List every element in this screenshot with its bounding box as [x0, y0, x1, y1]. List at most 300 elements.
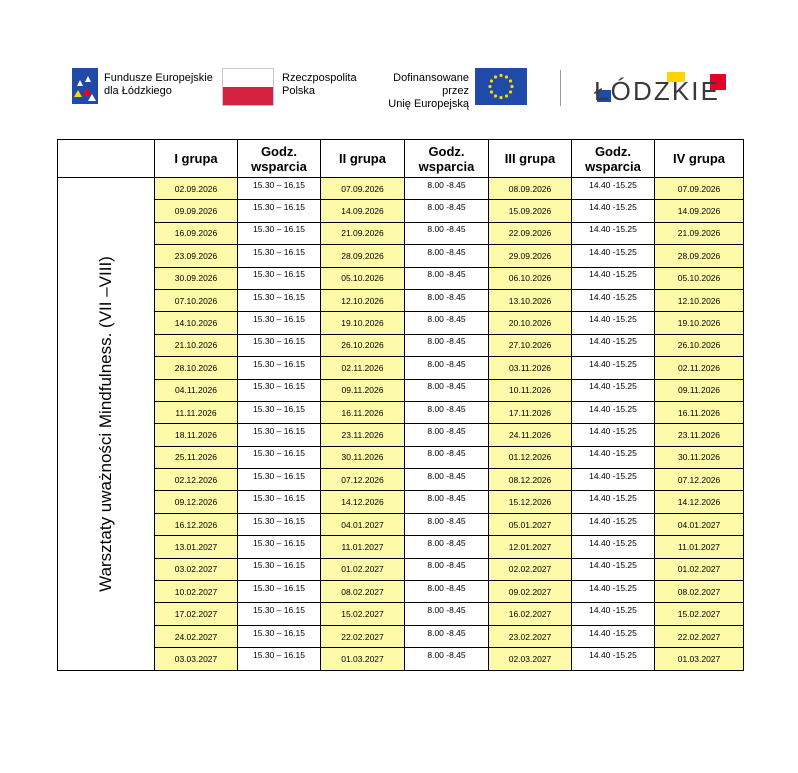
date-value: 09.09.2026 [174, 206, 218, 217]
date-value: 21.09.2026 [341, 228, 384, 239]
date-cell [155, 603, 238, 625]
date-value: 09.12.2026 [174, 497, 218, 508]
date-value: 20.10.2026 [508, 318, 552, 329]
date-value: 14.09.2026 [677, 206, 721, 217]
table-row [58, 200, 744, 222]
date-value: 25.11.2026 [175, 452, 217, 463]
time-value: 8.00 -8.45 [427, 649, 466, 660]
header-group-1: I grupa [155, 140, 238, 178]
time-value: 8.00 -8.45 [427, 381, 466, 392]
table-row [58, 581, 744, 603]
date-value: 14.12.2026 [677, 497, 721, 508]
rp-logo-text [282, 72, 357, 98]
table-row [58, 625, 744, 647]
date-cell [655, 469, 744, 491]
date-value: 03.02.2027 [174, 564, 218, 575]
date-cell [155, 424, 238, 446]
corner-cell [58, 140, 155, 178]
time-cell [238, 491, 321, 513]
date-cell [155, 200, 238, 222]
time-value: 8.00 -8.45 [427, 179, 466, 190]
date-cell [155, 245, 238, 267]
time-value: 15.30 – 16.15 [253, 358, 305, 369]
time-value: 8.00 -8.45 [427, 358, 466, 369]
time-value: 14.40 -15.25 [589, 470, 637, 481]
date-value: 07.09.2026 [677, 183, 721, 194]
time-value: 14.40 -15.25 [589, 336, 637, 347]
date-value: 23.11.2026 [678, 429, 720, 440]
date-value: 15.09.2026 [508, 206, 552, 217]
time-value: 15.30 – 16.15 [253, 291, 305, 302]
time-value: 14.40 -15.25 [589, 448, 637, 459]
time-value: 14.40 -15.25 [589, 515, 637, 526]
date-value: 09.02.2027 [508, 586, 552, 597]
date-value: 03.11.2026 [509, 362, 551, 373]
date-cell [321, 312, 405, 334]
date-cell [489, 289, 572, 311]
time-value: 14.40 -15.25 [589, 605, 637, 616]
date-value: 11.11.2026 [175, 407, 217, 418]
table-row [58, 446, 744, 468]
date-cell [489, 424, 572, 446]
date-value: 01.12.2026 [508, 452, 552, 463]
time-value: 14.40 -15.25 [589, 358, 637, 369]
fe-line1: Fundusze Europejskie [104, 72, 213, 84]
eu-star-icon [499, 96, 502, 99]
date-cell [655, 491, 744, 513]
time-cell [238, 648, 321, 670]
date-value: 14.12.2026 [341, 497, 384, 508]
date-value: 30.09.2026 [174, 273, 218, 284]
date-cell [321, 379, 405, 401]
date-value: 03.03.2027 [174, 653, 218, 664]
date-cell [321, 289, 405, 311]
time-cell [238, 312, 321, 334]
date-value: 12.01.2027 [508, 541, 552, 552]
date-cell [321, 357, 405, 379]
date-cell [321, 446, 405, 468]
date-value: 28.10.2026 [174, 362, 218, 373]
time-cell [572, 469, 655, 491]
time-cell [405, 357, 489, 379]
time-cell [572, 491, 655, 513]
time-cell [238, 513, 321, 535]
time-cell [572, 200, 655, 222]
date-cell [321, 603, 405, 625]
date-value: 07.09.2026 [341, 183, 384, 194]
date-value: 04.01.2027 [677, 519, 721, 530]
time-cell [572, 312, 655, 334]
time-cell [405, 424, 489, 446]
date-value: 17.11.2026 [509, 407, 551, 418]
date-cell [321, 245, 405, 267]
table-row [58, 558, 744, 580]
table-row [58, 603, 744, 625]
time-cell [238, 625, 321, 647]
header-hours-3: Godz. wsparcia [572, 140, 655, 178]
date-cell [655, 379, 744, 401]
date-value: 21.09.2026 [677, 228, 721, 239]
time-cell [572, 424, 655, 446]
date-value: 15.02.2027 [341, 609, 384, 620]
date-cell [489, 491, 572, 513]
time-value: 15.30 – 16.15 [253, 537, 305, 548]
date-value: 30.11.2026 [678, 452, 720, 463]
date-cell [489, 536, 572, 558]
date-value: 26.10.2026 [677, 340, 721, 351]
date-value: 19.10.2026 [341, 318, 384, 329]
time-value: 8.00 -8.45 [427, 314, 466, 325]
date-value: 02.02.2027 [508, 564, 552, 575]
time-cell [572, 267, 655, 289]
time-cell [572, 289, 655, 311]
time-value: 14.40 -15.25 [589, 582, 637, 593]
date-value: 15.12.2026 [508, 497, 552, 508]
time-cell [405, 513, 489, 535]
time-value: 8.00 -8.45 [427, 202, 466, 213]
time-cell [572, 222, 655, 244]
time-value: 15.30 – 16.15 [253, 224, 305, 235]
time-value: 15.30 – 16.15 [253, 560, 305, 571]
time-cell [572, 334, 655, 356]
fe-line2: dla Łódzkiego [104, 85, 172, 97]
date-value: 24.02.2027 [174, 631, 218, 642]
date-cell [655, 401, 744, 423]
date-cell [489, 446, 572, 468]
table-row [58, 222, 744, 244]
date-cell [155, 536, 238, 558]
date-value: 08.02.2027 [341, 586, 384, 597]
time-cell [405, 312, 489, 334]
time-value: 15.30 – 16.15 [253, 470, 305, 481]
date-cell [155, 334, 238, 356]
time-cell [238, 603, 321, 625]
date-value: 02.03.2027 [508, 653, 552, 664]
date-cell [321, 491, 405, 513]
time-value: 14.40 -15.25 [589, 425, 637, 436]
date-cell [155, 379, 238, 401]
date-cell [655, 513, 744, 535]
time-cell [238, 536, 321, 558]
time-cell [572, 401, 655, 423]
date-cell [155, 469, 238, 491]
date-cell [655, 312, 744, 334]
fe-logo-text [104, 72, 213, 98]
date-value: 02.09.2026 [174, 183, 218, 194]
date-value: 05.10.2026 [677, 273, 721, 284]
time-cell [405, 536, 489, 558]
time-value: 8.00 -8.45 [427, 470, 466, 481]
time-value: 14.40 -15.25 [589, 314, 637, 325]
time-value: 8.00 -8.45 [427, 515, 466, 526]
time-cell [405, 581, 489, 603]
eu-line1: Dofinansowane przez [393, 72, 469, 97]
time-value: 8.00 -8.45 [427, 560, 466, 571]
date-value: 02.12.2026 [174, 474, 218, 485]
time-value: 8.00 -8.45 [427, 291, 466, 302]
date-value: 23.02.2027 [508, 631, 552, 642]
header-hours-2: Godz. wsparcia [405, 140, 489, 178]
table-row [58, 379, 744, 401]
date-value: 22.02.2027 [341, 631, 384, 642]
time-cell [405, 200, 489, 222]
date-cell [655, 245, 744, 267]
date-value: 16.09.2026 [174, 228, 218, 239]
date-cell [155, 357, 238, 379]
table-row [58, 536, 744, 558]
date-value: 01.03.2027 [341, 653, 384, 664]
time-cell [405, 401, 489, 423]
date-cell [321, 625, 405, 647]
eu-star-icon [509, 90, 512, 93]
date-cell [155, 401, 238, 423]
time-cell [405, 334, 489, 356]
time-value: 14.40 -15.25 [589, 179, 637, 190]
date-cell [155, 267, 238, 289]
time-value: 8.00 -8.45 [427, 425, 466, 436]
date-cell [489, 222, 572, 244]
date-value: 01.02.2027 [341, 564, 384, 575]
date-cell [489, 245, 572, 267]
time-cell [572, 513, 655, 535]
time-value: 8.00 -8.45 [427, 493, 466, 504]
eu-star-icon [488, 85, 491, 88]
date-cell [489, 648, 572, 670]
date-cell [155, 178, 238, 200]
header-hours-1: Godz. wsparcia [238, 140, 321, 178]
date-cell [321, 222, 405, 244]
table-row [58, 245, 744, 267]
date-cell [655, 424, 744, 446]
eu-star-icon [509, 79, 512, 82]
time-value: 15.30 – 16.15 [253, 605, 305, 616]
time-cell [238, 267, 321, 289]
time-cell [405, 178, 489, 200]
table-row [58, 424, 744, 446]
time-cell [572, 625, 655, 647]
time-value: 14.40 -15.25 [589, 381, 637, 392]
time-value: 15.30 – 16.15 [253, 649, 305, 660]
time-value: 8.00 -8.45 [427, 246, 466, 257]
time-cell [405, 245, 489, 267]
table-row [58, 357, 744, 379]
date-cell [321, 424, 405, 446]
header-row [58, 140, 744, 178]
date-cell [655, 558, 744, 580]
time-value: 15.30 – 16.15 [253, 425, 305, 436]
date-value: 13.01.2027 [174, 541, 218, 552]
time-value: 14.40 -15.25 [589, 291, 637, 302]
date-value: 01.02.2027 [677, 564, 721, 575]
date-value: 04.01.2027 [341, 519, 384, 530]
schedule-table [57, 139, 744, 671]
time-cell [405, 603, 489, 625]
time-cell [572, 446, 655, 468]
date-value: 23.11.2026 [341, 429, 384, 440]
time-cell [238, 245, 321, 267]
date-value: 09.11.2026 [678, 385, 720, 396]
date-cell [321, 178, 405, 200]
date-value: 22.09.2026 [508, 228, 552, 239]
time-cell [405, 379, 489, 401]
date-value: 07.10.2026 [174, 295, 218, 306]
date-value: 14.10.2026 [174, 318, 218, 329]
date-cell [321, 469, 405, 491]
time-cell [238, 178, 321, 200]
time-value: 14.40 -15.25 [589, 649, 637, 660]
date-cell [655, 581, 744, 603]
time-value: 15.30 – 16.15 [253, 381, 305, 392]
date-value: 17.02.2027 [174, 609, 218, 620]
time-cell [238, 334, 321, 356]
eu-star-icon [494, 94, 497, 97]
date-value: 23.09.2026 [174, 250, 218, 261]
date-cell [655, 200, 744, 222]
date-value: 08.12.2026 [508, 474, 552, 485]
time-value: 15.30 – 16.15 [253, 179, 305, 190]
time-cell [238, 581, 321, 603]
time-cell [572, 245, 655, 267]
workshop-side-label [58, 178, 155, 671]
time-value: 14.40 -15.25 [589, 246, 637, 257]
time-value: 8.00 -8.45 [427, 627, 466, 638]
date-cell [489, 334, 572, 356]
date-cell [321, 513, 405, 535]
date-value: 30.11.2026 [341, 452, 384, 463]
table-row [58, 469, 744, 491]
date-cell [321, 401, 405, 423]
time-cell [405, 558, 489, 580]
table-row [58, 401, 744, 423]
date-cell [155, 312, 238, 334]
time-value: 15.30 – 16.15 [253, 493, 305, 504]
date-cell [655, 178, 744, 200]
date-cell [321, 558, 405, 580]
eu-line2: Unię Europejską [388, 98, 469, 110]
date-value: 13.10.2026 [508, 295, 552, 306]
date-value: 06.10.2026 [508, 273, 552, 284]
time-value: 15.30 – 16.15 [253, 269, 305, 280]
eu-star-icon [490, 79, 493, 82]
time-value: 14.40 -15.25 [589, 202, 637, 213]
date-value: 28.09.2026 [341, 250, 384, 261]
date-value: 02.11.2026 [678, 362, 720, 373]
time-cell [238, 357, 321, 379]
date-cell [655, 603, 744, 625]
lodzkie-logo-icon [592, 70, 732, 106]
time-cell [238, 289, 321, 311]
date-cell [489, 603, 572, 625]
time-value: 8.00 -8.45 [427, 605, 466, 616]
date-value: 16.02.2027 [508, 609, 552, 620]
time-value: 15.30 – 16.15 [253, 582, 305, 593]
date-cell [655, 334, 744, 356]
table-row [58, 513, 744, 535]
date-cell [489, 513, 572, 535]
date-value: 29.09.2026 [508, 250, 552, 261]
time-cell [405, 625, 489, 647]
time-cell [238, 446, 321, 468]
date-value: 02.11.2026 [341, 362, 384, 373]
time-value: 14.40 -15.25 [589, 537, 637, 548]
time-value: 8.00 -8.45 [427, 403, 466, 414]
date-value: 09.11.2026 [341, 385, 384, 396]
date-value: 15.02.2027 [677, 609, 721, 620]
time-cell [572, 581, 655, 603]
date-cell [155, 513, 238, 535]
date-value: 05.10.2026 [341, 273, 384, 284]
time-cell [572, 558, 655, 580]
date-cell [155, 222, 238, 244]
svg-text:ŁÓDZKIE: ŁÓDZKIE [594, 76, 720, 106]
eu-star-icon [505, 94, 508, 97]
date-cell [321, 581, 405, 603]
date-cell [489, 267, 572, 289]
date-cell [321, 536, 405, 558]
date-value: 11.01.2027 [341, 541, 384, 552]
date-cell [489, 312, 572, 334]
table-row [58, 491, 744, 513]
logo-strip [0, 0, 798, 120]
date-cell [155, 648, 238, 670]
date-cell [655, 357, 744, 379]
time-cell [238, 469, 321, 491]
date-cell [155, 625, 238, 647]
table-row [58, 289, 744, 311]
time-value: 8.00 -8.45 [427, 448, 466, 459]
date-value: 05.01.2027 [508, 519, 552, 530]
date-cell [321, 200, 405, 222]
time-value: 14.40 -15.25 [589, 493, 637, 504]
header-group-2: II grupa [321, 140, 405, 178]
date-cell [321, 648, 405, 670]
date-value: 07.12.2026 [341, 474, 384, 485]
date-value: 07.12.2026 [677, 474, 721, 485]
eu-flag-icon [475, 68, 527, 105]
eu-logo-text [371, 72, 469, 111]
date-value: 22.02.2027 [677, 631, 721, 642]
time-cell [238, 558, 321, 580]
time-cell [405, 469, 489, 491]
date-cell [655, 625, 744, 647]
eu-star-icon [499, 74, 502, 77]
date-cell [155, 289, 238, 311]
date-value: 18.11.2026 [175, 429, 217, 440]
time-value: 14.40 -15.25 [589, 627, 637, 638]
date-cell [489, 178, 572, 200]
time-cell [572, 648, 655, 670]
date-value: 16.11.2026 [678, 407, 720, 418]
date-cell [489, 581, 572, 603]
date-cell [321, 334, 405, 356]
time-cell [572, 603, 655, 625]
time-value: 14.40 -15.25 [589, 403, 637, 414]
table-row [58, 312, 744, 334]
time-value: 15.30 – 16.15 [253, 246, 305, 257]
table-row [58, 267, 744, 289]
time-cell [238, 401, 321, 423]
time-value: 8.00 -8.45 [427, 537, 466, 548]
time-value: 15.30 – 16.15 [253, 314, 305, 325]
date-cell [489, 357, 572, 379]
time-cell [405, 446, 489, 468]
date-value: 14.09.2026 [341, 206, 384, 217]
workshop-title: Warsztaty uważności Mindfulness. (VII –VIII) [96, 255, 115, 592]
eu-star-icon [505, 75, 508, 78]
time-value: 8.00 -8.45 [427, 269, 466, 280]
date-value: 04.11.2026 [175, 385, 217, 396]
date-value: 26.10.2026 [341, 340, 384, 351]
